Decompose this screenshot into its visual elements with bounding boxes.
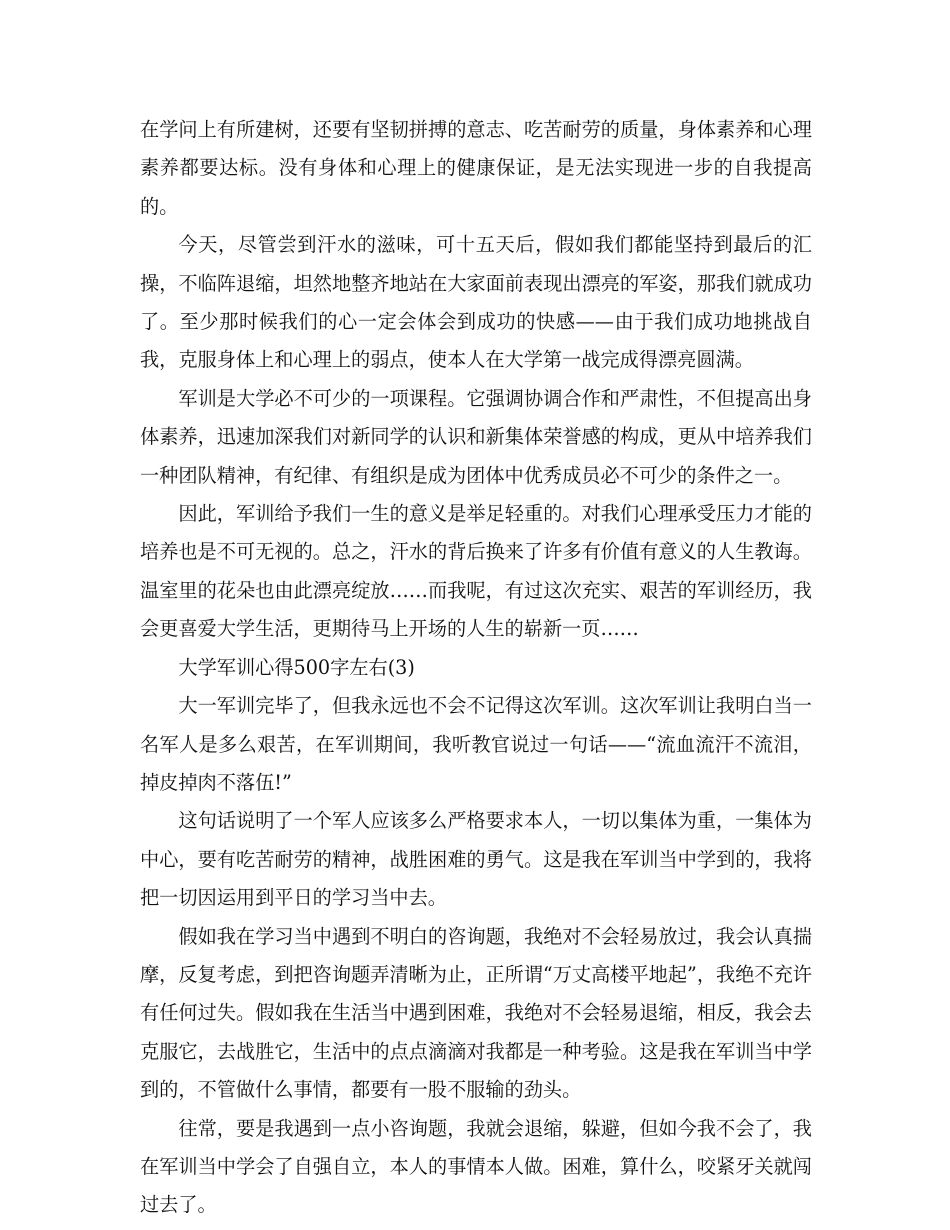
paragraph-9: 往常，要是我遇到一点小咨询题，我就会退缩，躲避，但如今我不会了，我在军训当中学会了自强自立，本人的事情本人做。困难，算什么，咬紧牙关就闯过去了。 [140, 1116, 812, 1217]
document-body [140, 111, 812, 1225]
paragraph-2: 今天，尽管尝到汗水的滋味，可十五天后，假如我们都能坚持到最后的汇操，不临阵退缩，坦然地整齐地站在大家面前表现出漂亮的军姿，那我们就成功了。至少那时候我们的心一定会体会到成功的快感——由于我们成功地挑战自我，克服身体上和心理上的弱点，使本人在大学第一战完成得漂亮圆满。 [140, 233, 812, 372]
paragraph-3: 军训是大学必不可少的一项课程。它强调协调合作和严肃性，不但提高出身体素养，迅速加深我们对新同学的认识和新集体荣誉感的构成，更从中培养我们一种团队精神，有纪律、有组织是成为团体中优秀成员必不可少的条件之一。 [140, 386, 812, 487]
paragraph-4: 因此，军训给予我们一生的意义是举足轻重的。对我们心理承受压力才能的培养也是不可无视的。总之，汗水的背后换来了许多有价值有意义的人生教诲。温室里的花朵也由此漂亮绽放……而我呢，有过这次充实、艰苦的军训经历，我会更喜爱大学生活，更期待马上开场的人生的崭新一页…… [140, 502, 812, 641]
paragraph-7: 这句话说明了一个军人应该多么严格要求本人，一切以集体为重，一集体为中心，要有吃苦耐劳的精神，战胜困难的勇气。这是我在军训当中学到的，我将把一切因运用到平日的学习当中去。 [140, 809, 812, 910]
paragraph-6: 大一军训完毕了，但我永远也不会不记得这次军训。这次军训让我明白当一名军人是多么艰苦，在军训期间，我听教官说过一句话——“流血流汗不流泪，掉皮掉肉不落伍!” [140, 694, 812, 794]
paragraph-1: 在学问上有所建树，还要有坚韧拼搏的意志、吃苦耐劳的质量，身体素养和心理素养都要达标。没有身体和心理上的健康保证，是无法实现进一步的自我提高的。 [140, 118, 812, 218]
paragraph-8: 假如我在学习当中遇到不明白的咨询题，我绝对不会轻易放过，我会认真揣摩，反复考虑，到把咨询题弄清晰为止，正所谓“万丈高楼平地起”，我绝不充许有任何过失。假如我在生活当中遇到困难，我绝对不会轻易退缩，相反，我会去克服它，去战胜它，生活中的点点滴滴对我都是一种考验。这是我在军训当中学到的，不管做什么事情，都要有一股不服输的劲头。 [140, 924, 812, 1102]
section-heading: 大学军训心得500字左右(3) [178, 655, 415, 679]
